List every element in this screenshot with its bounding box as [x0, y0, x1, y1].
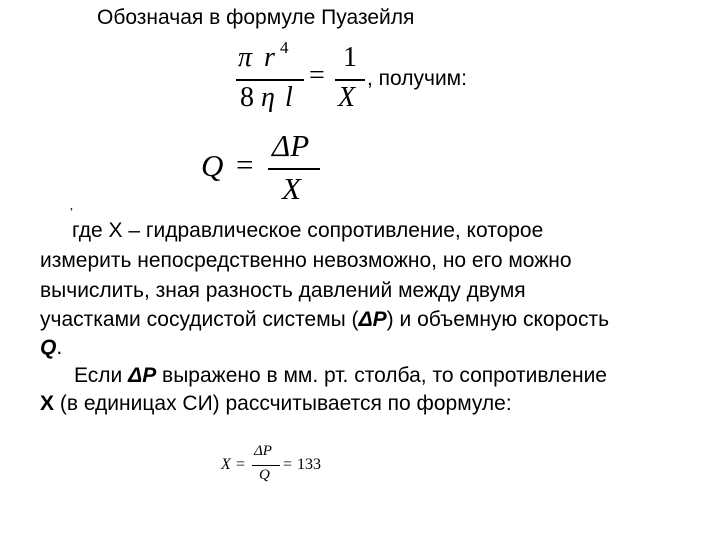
- formula3-equals-2: =: [283, 456, 293, 473]
- paragraph1-line1: где X – гидравлическое сопротивление, которое: [72, 219, 544, 242]
- formula2-num: ΔP: [272, 128, 310, 163]
- formula3-den: Q: [259, 467, 270, 483]
- intro-text: Обозначая в формуле Пуазейля: [97, 6, 415, 29]
- formula1-den-eta: η: [261, 82, 275, 113]
- formula3-equals-1: =: [236, 456, 246, 473]
- formula3-fraction-bar: [252, 465, 280, 466]
- formula1-num-exponent: 4: [280, 38, 289, 57]
- formula1-den-8: 8: [240, 82, 254, 113]
- formula1-num-pi: π: [238, 42, 253, 73]
- formula1-rhs-den: X: [338, 82, 356, 113]
- formula1-suffix: , получим:: [367, 67, 467, 90]
- paragraph2-x: X: [40, 392, 55, 415]
- paragraph2-line1-b: выражено в мм. рт. столба, то сопротивление: [156, 364, 607, 387]
- formula2-lhs: Q: [201, 148, 224, 183]
- stray-mark: ,: [70, 198, 73, 212]
- paragraph2-line2-b: (в единицах СИ) рассчитывается по формуле:: [54, 392, 512, 415]
- paragraph2-line1: [74, 364, 607, 388]
- formula1-equals: =: [309, 60, 325, 91]
- paragraph1-line4: [40, 308, 609, 332]
- paragraph1-line4-a: участками сосудистой системы (: [40, 308, 359, 331]
- formula2-equals: =: [236, 147, 254, 182]
- formula1-den-l: l: [285, 82, 293, 113]
- paragraph1-q: Q: [40, 336, 57, 359]
- paragraph2-line2: [40, 392, 512, 416]
- formula1-num-r: r: [264, 42, 275, 73]
- paragraph1-line5-dot: .: [56, 336, 63, 359]
- paragraph1-line5: [40, 336, 62, 360]
- formula1-rhs-num: 1: [343, 42, 357, 73]
- paragraph1-delta-p: ΔP: [358, 308, 387, 331]
- formula1-right-fraction-bar: [335, 79, 365, 81]
- formula2-fraction-bar: [268, 168, 320, 170]
- paragraph2-line1-a: Если: [74, 364, 129, 387]
- formula1-left-fraction-bar: [236, 79, 304, 81]
- paragraph1-line2: измерить непосредственно невозможно, но его можно: [40, 249, 572, 272]
- paragraph1-line3: вычислить, зная разность давлений между двумя: [40, 279, 526, 302]
- formula2-den: X: [282, 171, 301, 206]
- paragraph1-line4-b: ) и объемную скорость: [386, 308, 610, 331]
- paragraph2-delta-p: ΔP: [128, 364, 157, 387]
- formula3-num: ΔP: [254, 443, 272, 459]
- formula3-value: 133: [297, 456, 321, 473]
- formula3-lhs: X: [221, 456, 231, 473]
